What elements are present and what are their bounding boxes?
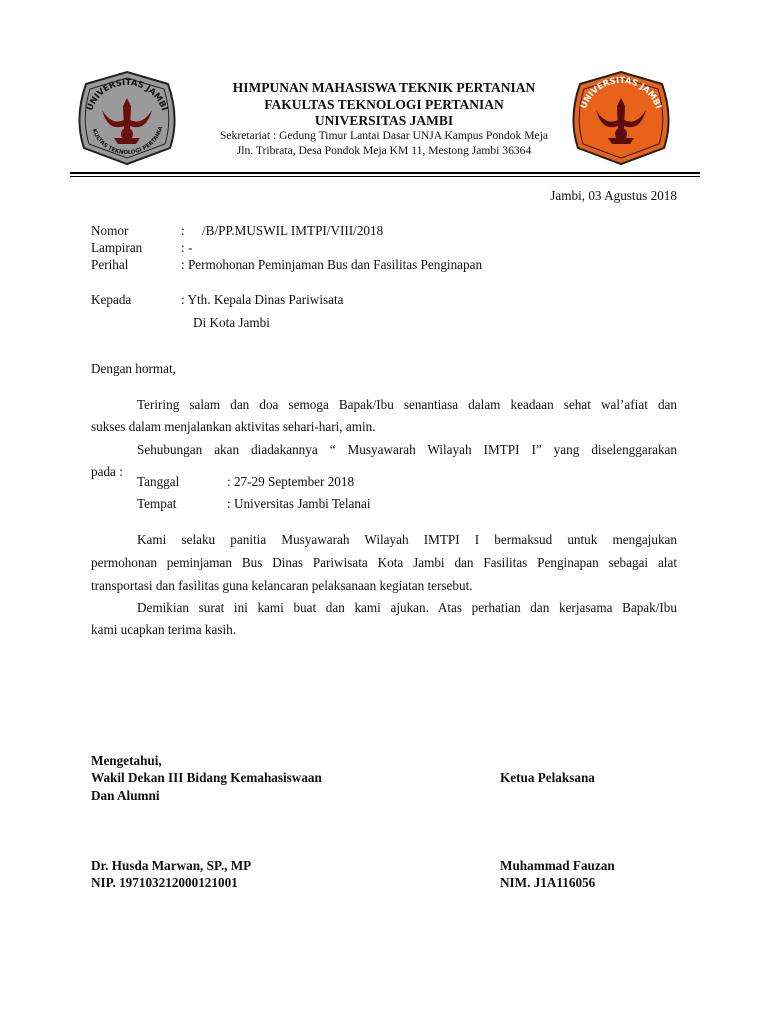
header-divider-thin bbox=[70, 176, 700, 177]
perihal-label: Perihal bbox=[91, 257, 129, 272]
perihal-value: : Permohonan Peminjaman Bus dan Fasilitas Penginapan bbox=[181, 257, 483, 272]
nomor-label: Nomor bbox=[91, 223, 129, 238]
faculty-name: FAKULTAS TEKNOLOGI PERTANIAN bbox=[264, 97, 504, 112]
paragraph-4-line-1: Demikian surat ini kami buat dan kami ajukan. Atas perhatian dan kerjasama Bapak/Ibu bbox=[137, 600, 677, 616]
paragraph-1-line-1: Teriring salam dan doa semoga Bapak/Ibu senantiasa dalam keadaan sehat wal’afiat dan bbox=[137, 397, 677, 413]
paragraph-3-line-1: Kami selaku panitia Musyawarah Wilayah IMTPI I bermaksud untuk mengajukan bbox=[137, 532, 677, 548]
address-line-1: Sekretariat : Gedung Timur Lantai Dasar UNJA Kampus Pondok Meja bbox=[219, 129, 549, 142]
right-logo-text-top: UNIVERSITAS JAMBI bbox=[578, 75, 664, 111]
university-logo bbox=[566, 70, 676, 166]
left-signatory-title-2: Dan Alumni bbox=[91, 788, 160, 803]
letter-date: Jambi, 03 Agustus 2018 bbox=[550, 188, 677, 203]
paragraph-3-line-2: permohonan peminjaman Bus Dinas Pariwisata Kota Jambi dan Fasilitas Penginapan sebagai alat bbox=[91, 555, 677, 571]
tempat-label: Tempat bbox=[137, 496, 177, 511]
right-signatory-nim: NIM. J1A116056 bbox=[500, 875, 596, 890]
kepada-location: Di Kota Jambi bbox=[193, 315, 270, 330]
address-line-2: Jln. Tribrata, Desa Pondok Meja KM 11, Mestong Jambi 36364 bbox=[236, 144, 532, 157]
tanggal-value: : 27-29 September 2018 bbox=[227, 474, 355, 489]
lampiran-label: Lampiran bbox=[91, 240, 143, 255]
paragraph-3-line-3: transportasi dan fasilitas guna kelancaran pelaksanaan kegiatan tersebut. bbox=[91, 578, 473, 594]
paragraph-2-line-1: Sehubungan akan diadakannya “ Musyawarah Wilayah IMTPI I” yang diselenggarakan bbox=[137, 442, 677, 458]
right-signatory-title: Ketua Pelaksana bbox=[500, 770, 595, 785]
paragraph-1-line-2: sukses dalam menjalankan aktivitas sehari-hari, amin. bbox=[91, 419, 376, 435]
paragraph-4-line-2: kami ucapkan terima kasih. bbox=[91, 622, 237, 638]
left-logo-text-top: UNIVERSITAS JAMBI bbox=[84, 77, 170, 113]
paragraph-2-line-2: pada : bbox=[91, 464, 123, 480]
kepada-value: : Yth. Kepala Dinas Pariwisata bbox=[181, 292, 344, 307]
tanggal-label: Tanggal bbox=[137, 474, 180, 489]
tempat-value: : Universitas Jambi Telanai bbox=[227, 496, 371, 511]
kepada-label: Kepada bbox=[91, 292, 132, 307]
faculty-logo bbox=[72, 70, 182, 166]
org-name: HIMPUNAN MAHASISWA TEKNIK PERTANIAN bbox=[232, 80, 536, 95]
left-logo-text-bottom: KULTAS TEKNOLOGI PERTANIA bbox=[90, 125, 165, 157]
left-signatory-nip: NIP. 197103212000121001 bbox=[91, 875, 238, 890]
university-name: UNIVERSITAS JAMBI bbox=[314, 113, 454, 128]
nomor-value: /B/PP.MUSWIL IMTPI/VIII/2018 bbox=[202, 223, 384, 238]
left-signatory-name: Dr. Husda Marwan, SP., MP bbox=[91, 858, 252, 873]
greeting: Dengan hormat, bbox=[91, 361, 176, 376]
nomor-colon: : bbox=[181, 223, 185, 238]
lampiran-value: : - bbox=[181, 240, 193, 255]
header-divider-thick bbox=[70, 172, 700, 174]
right-signatory-name: Muhammad Fauzan bbox=[500, 858, 615, 873]
left-signatory-title-1: Wakil Dekan III Bidang Kemahasiswaan bbox=[91, 770, 322, 785]
mengetahui-label: Mengetahui, bbox=[91, 753, 162, 768]
